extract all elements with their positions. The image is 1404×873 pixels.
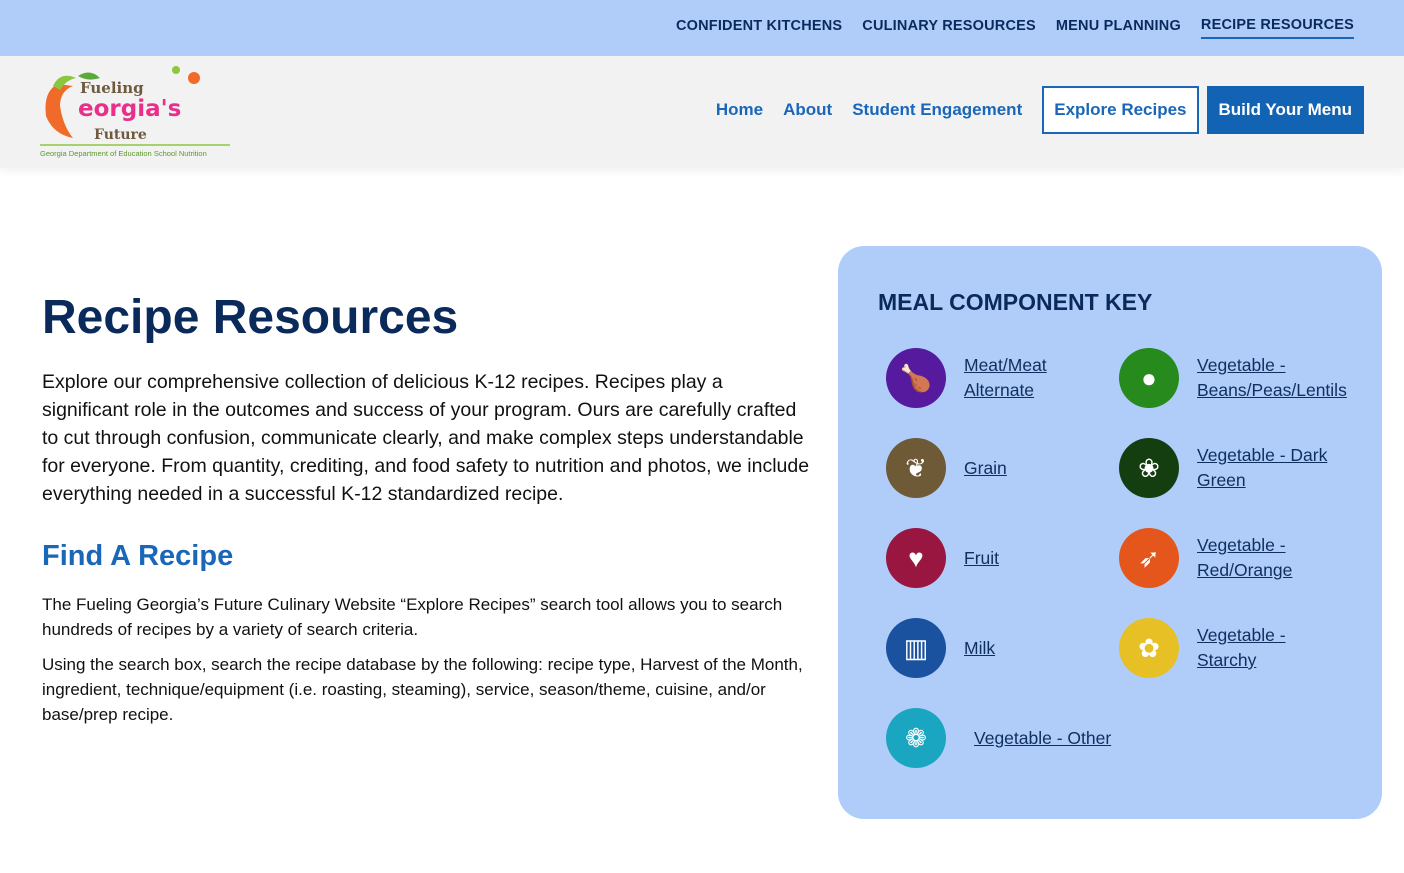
svg-text:Fueling: Fueling <box>80 79 144 97</box>
key-item-link[interactable]: Vegetable - Other <box>974 727 1112 748</box>
main-nav <box>716 86 1364 134</box>
key-item-link[interactable]: Meat/Meat Alternate <box>964 355 1047 400</box>
svg-text:Georgia Department of Educatio: Georgia Department of Education School Nutrition <box>40 149 207 158</box>
drumstick-icon: 🍗 <box>886 348 946 408</box>
svg-text:eorgia's: eorgia's <box>78 96 182 122</box>
nav-student-engagement[interactable]: Student Engagement <box>852 100 1023 119</box>
key-item <box>886 348 1116 408</box>
nav-home[interactable]: Home <box>715 100 764 119</box>
carrot-icon: ➶ <box>1119 528 1179 588</box>
key-item <box>886 438 1116 498</box>
key-item-link[interactable]: Vegetable - Starchy <box>1197 625 1286 670</box>
find-recipe-paragraph-1: The Fueling Georgia’s Future Culinary Website “Explore Recipes” search tool allows you to search hundreds of recipes by a variety of search criteria. <box>42 595 783 639</box>
svg-text:Future: Future <box>94 127 147 143</box>
key-item <box>1119 528 1349 588</box>
top-utility-nav <box>0 0 1404 56</box>
topnav-menu-planning[interactable]: MENU PLANNING <box>1055 18 1181 34</box>
strawberry-icon: ♥ <box>886 528 946 588</box>
key-item <box>886 528 1116 588</box>
site-header <box>0 56 1404 168</box>
key-item <box>1119 348 1349 408</box>
topnav-confident-kitchens[interactable]: CONFIDENT KITCHENS <box>675 18 843 34</box>
key-item-link[interactable]: Vegetable - Red/Orange <box>1197 535 1293 580</box>
wheat-icon: ❦ <box>886 438 946 498</box>
nav-about[interactable]: About <box>783 100 833 119</box>
milk-carton-icon: ▥ <box>886 618 946 678</box>
find-recipe-heading: Find A Recipe <box>42 540 234 572</box>
key-item-link[interactable]: Vegetable - Beans/Peas/Lentils <box>1197 355 1347 400</box>
key-item <box>886 618 1116 678</box>
find-recipe-paragraph-2: Using the search box, search the recipe database by the following: recipe type, Harvest of the Month, ingredient, technique/equipment (i.e. roasting, steaming), service, season/theme, cuisine, and/or base/prep recipe. <box>42 655 803 724</box>
key-item-link[interactable]: Grain <box>964 457 1007 478</box>
corn-icon: ✿ <box>1119 618 1179 678</box>
key-item <box>886 708 1116 768</box>
cauliflower-icon: ❁ <box>886 708 946 768</box>
key-item <box>1119 438 1349 498</box>
key-title: MEAL COMPONENT KEY <box>878 289 1153 315</box>
key-item <box>1119 618 1349 678</box>
explore-recipes-button[interactable]: Explore Recipes <box>1042 86 1198 134</box>
build-your-menu-button[interactable]: Build Your Menu <box>1207 86 1364 134</box>
topnav-culinary-resources[interactable]: CULINARY RESOURCES <box>862 18 1036 34</box>
key-item-link[interactable]: Milk <box>964 637 996 658</box>
main-content <box>42 290 812 727</box>
key-item-link[interactable]: Fruit <box>964 547 999 568</box>
site-logo[interactable] <box>38 66 233 158</box>
beans-icon: ● <box>1119 348 1179 408</box>
page-title: Recipe Resources <box>42 291 459 344</box>
topnav-recipe-resources[interactable]: RECIPE RESOURCES <box>1201 17 1354 39</box>
intro-paragraph: Explore our comprehensive collection of delicious K-12 recipes. Recipes play a significant role in the outcomes and success of your program. Ours are carefully crafted to cut through confusion, communicate clearly, and make complex steps understandable for everyone. From quantity, crediting, and food safety to nutrition and photos, we include everything needed in a successful K-12 standardized recipe. <box>42 371 810 505</box>
key-item-link[interactable]: Vegetable - Dark Green <box>1197 445 1328 490</box>
broccoli-icon: ❀ <box>1119 438 1179 498</box>
meal-component-key <box>838 246 1382 819</box>
